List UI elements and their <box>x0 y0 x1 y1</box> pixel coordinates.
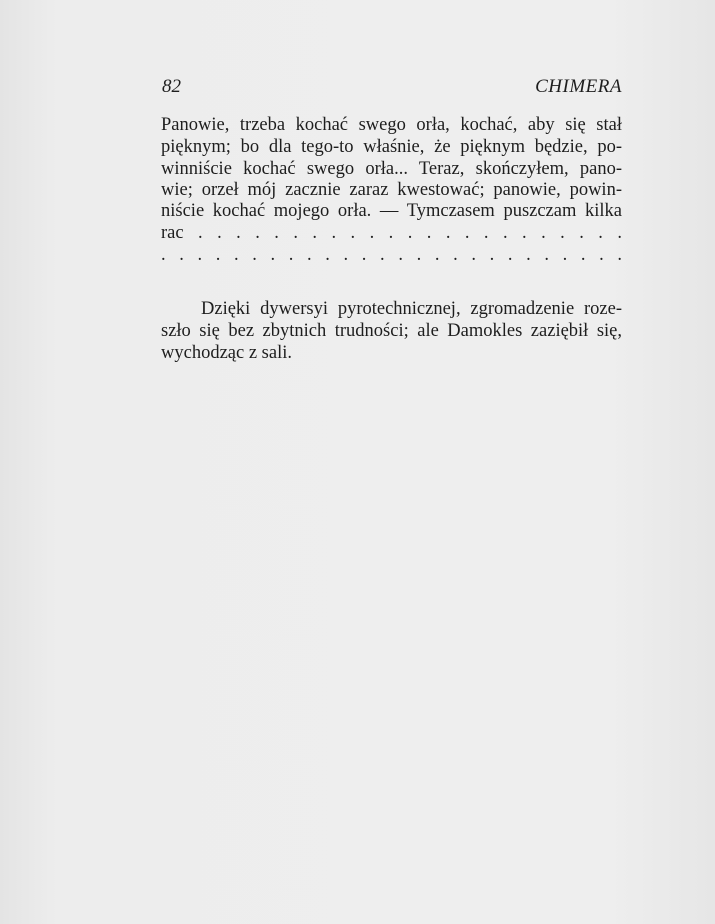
running-title: CHIMERA <box>535 76 622 97</box>
text-line: rac . . . . . . . . . . . . . . . . . . . . . . . <box>161 223 622 243</box>
text-line: Dzięki dywersyi pyrotechnicznej, zgromadzenie roze- <box>201 299 622 319</box>
page-number: 82 <box>162 76 181 97</box>
text-line: winniście kochać swego orła... Teraz, skończyłem, pano- <box>161 159 622 179</box>
text-line: niście kochać mojego orła. — Tymczasem puszczam kilka <box>161 201 622 221</box>
dotted-line: . . . . . . . . . . . . . . . . . . . . . . . . . . <box>161 245 622 265</box>
text-line: szło się bez zbytnich trudności; ale Damokles zaziębił się, <box>161 321 622 341</box>
text-line: wie; orzeł mój zacznie zaraz kwestować; panowie, powin- <box>161 180 622 200</box>
text-line: pięknym; bo dla tego-to właśnie, że pięknym będzie, po- <box>161 137 622 157</box>
text-line: wychodząc z sali. <box>161 343 292 363</box>
text-line: Panowie, trzeba kochać swego orła, kochać, aby się stał <box>161 115 622 135</box>
